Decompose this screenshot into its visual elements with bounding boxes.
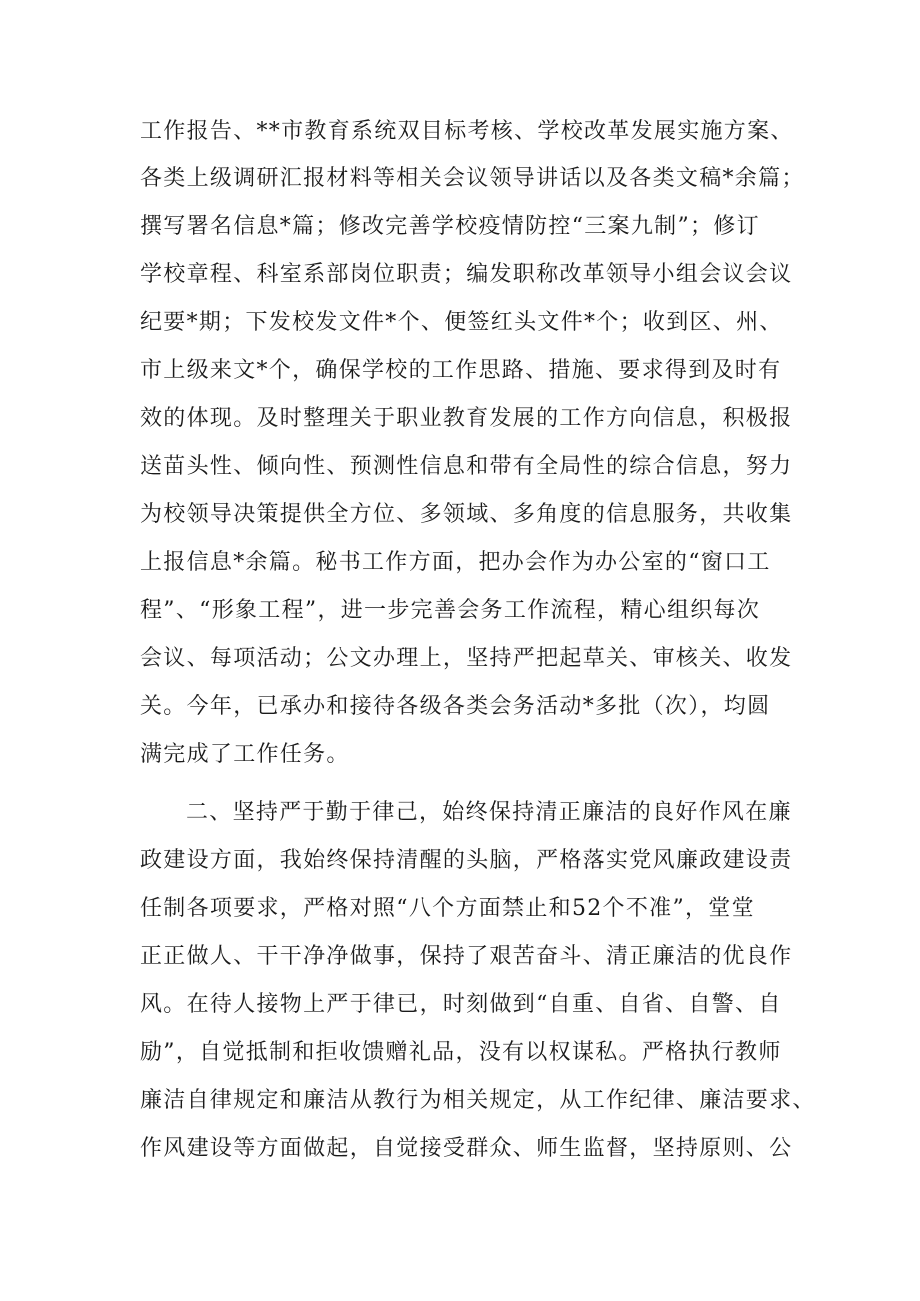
paragraph-line: 会议、每项活动；公文办理上，坚持严把起草关、审核关、收发 (140, 646, 793, 671)
paragraph-line: 满完成了工作任务。 (140, 742, 350, 767)
paragraph-line: 励”，自觉抵制和拒收馈赠礼品，没有以权谋私。严格执行教师 (140, 1040, 782, 1065)
paragraph-line: 任制各项要求，严格对照“八个方面禁止和52个不准”，堂堂 (140, 896, 755, 921)
paragraph-line: 作风建设等方面做起，自觉接受群众、师生监督，坚持原则、公 (140, 1136, 793, 1161)
paragraph-line: 关。今年，已承办和接待各级各类会务活动*多批（次），均圆 (140, 694, 771, 719)
section-heading-line: 二、坚持严于勤于律己，始终保持清正廉洁的良好作风在廉 (186, 800, 792, 825)
paragraph-line: 工作报告、**市教育系统双目标考核、学校改革发展实施方案、 (140, 119, 794, 144)
paragraph-line: 学校章程、科室系部岗位职责；编发职称改革领导小组会议会议 (140, 262, 793, 287)
paragraph-line: 纪要*期；下发校发文件*个、便签红头文件*个；收到区、州、 (140, 310, 783, 335)
paragraph-line: 程”、“形象工程”，进一步完善会务工作流程，精心组织每次 (140, 598, 761, 623)
paragraph-line: 风。在待人接物上严于律已，时刻做到“自重、自省、自警、自 (140, 992, 782, 1017)
paragraph-line: 送苗头性、倾向性、预测性信息和带有全局性的综合信息，努力 (140, 454, 793, 479)
paragraph-line: 效的体现。及时整理关于职业教育发展的工作方向信息，积极报 (140, 406, 793, 431)
paragraph-line: 市上级来文*个，确保学校的工作思路、措施、要求得到及时有 (140, 358, 782, 383)
paragraph-line: 撰写署名信息*篇；修改完善学校疫情防控“三案九制”；修订 (140, 214, 760, 239)
paragraph-line: 各类上级调研汇报材料等相关会议领导讲话以及各类文稿*余篇； (140, 166, 805, 191)
paragraph-line: 为校领导决策提供全方位、多领域、多角度的信息服务，共收集 (140, 502, 793, 527)
paragraph-line: 上报信息*余篇。秘书工作方面，把办会作为办公室的“窗口工 (140, 550, 771, 575)
paragraph-line: 正正做人、干干净净做事，保持了艰苦奋斗、清正廉洁的优良作 (140, 944, 793, 969)
paragraph-line: 政建设方面，我始终保持清醒的头脑，严格落实党风廉政建设责 (140, 848, 793, 873)
paragraph-line: 廉洁自律规定和廉洁从教行为相关规定，从工作纪律、廉洁要求、 (140, 1088, 816, 1113)
